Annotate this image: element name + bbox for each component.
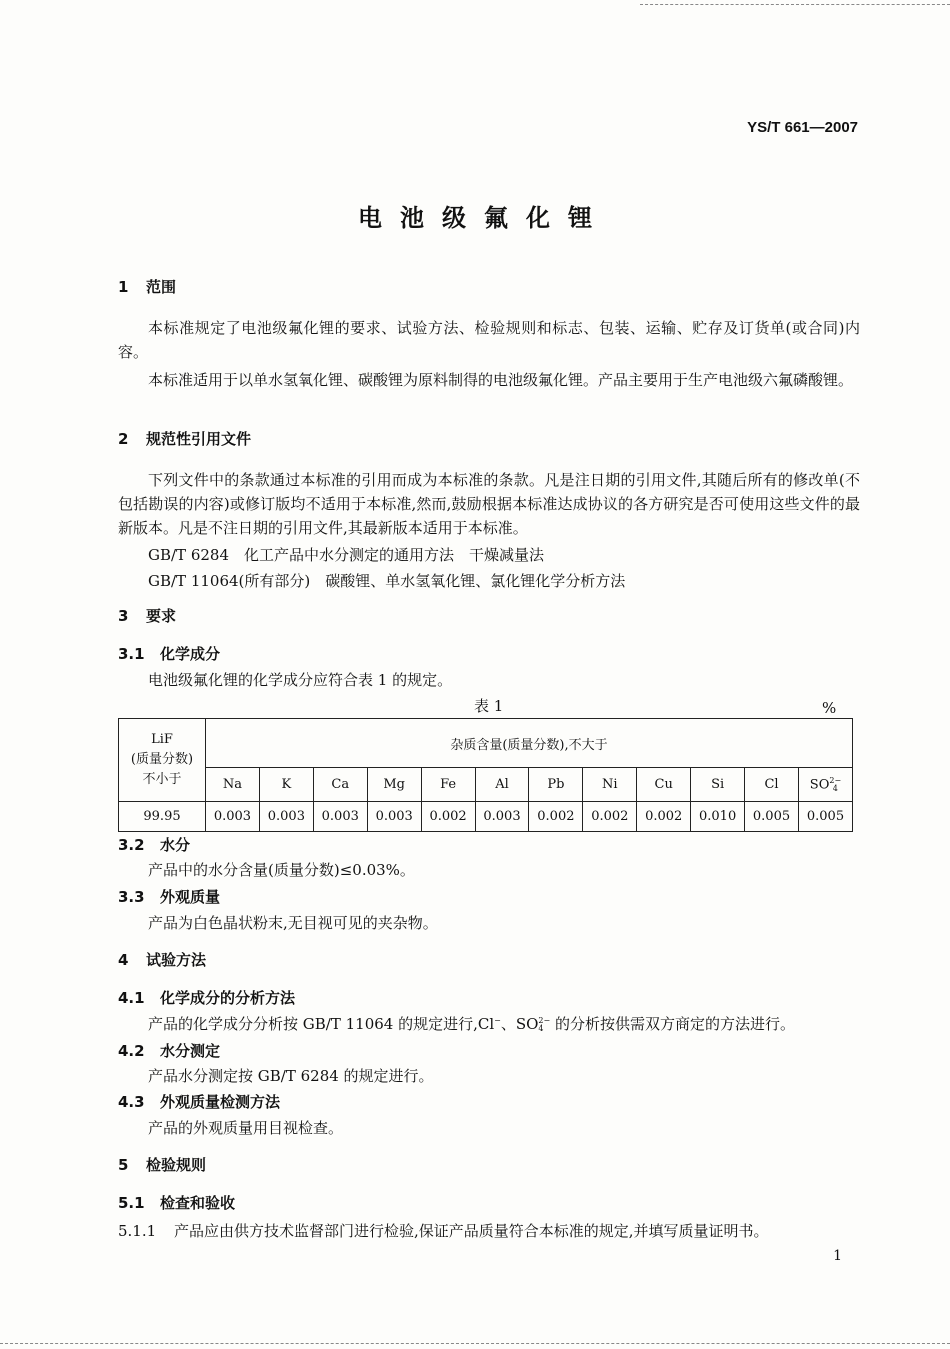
element-header: K (259, 768, 313, 802)
paragraph-moisture-method: 产品水分测定按 GB/T 6284 的规定进行。 (148, 1067, 434, 1085)
heading-4: 4 试验方法 (118, 951, 207, 969)
heading-5-1: 5.1 检查和验收 (118, 1194, 236, 1212)
value-cell: 0.003 (475, 802, 529, 832)
value-cell: 0.010 (691, 802, 745, 832)
paragraph-analysis-method: 产品的化学成分分析按 GB/T 11064 的规定进行,Cl−、SO 2− 4 的分析按供需双方商定的方法进行。 (148, 1015, 795, 1033)
heading-5: 5 检验规则 (118, 1156, 207, 1174)
element-header: Al (475, 768, 529, 802)
paragraph-chem-composition: 电池级氟化锂的化学成分应符合表 1 的规定。 (148, 671, 453, 689)
value-cell: 0.005 (745, 802, 799, 832)
value-cell: 0.005 (798, 802, 852, 832)
heading-3-2: 3.2 水分 (118, 836, 191, 854)
reference-gbt-6284: GB/T 6284 化工产品中水分测定的通用方法 干燥减量法 (148, 546, 545, 564)
paragraph-appearance-method: 产品的外观质量用目视检查。 (148, 1119, 344, 1137)
paragraph-scope-2: 本标准适用于以单水氢氧化锂、碳酸锂为原料制得的电池级氟化锂。产品主要用于生产电池级六氟磷酸锂。 (148, 371, 854, 389)
paragraph-scope-1: 本标准规定了电池级氟化锂的要求、试验方法、检验规则和标志、包装、运输、贮存及订货单(或合同)内容。 (118, 319, 860, 361)
lif-header-cell: LiF (质量分数) 不小于 (119, 719, 206, 802)
table-unit: % (822, 699, 837, 717)
impurity-header-cell: 杂质含量(质量分数),不大于 (206, 719, 853, 768)
heading-4-2: 4.2 水分测定 (118, 1042, 221, 1060)
element-header-so4: SO 2− 4 (798, 768, 852, 802)
heading-3-1: 3.1 化学成分 (118, 645, 221, 663)
value-cell: 0.002 (529, 802, 583, 832)
value-cell: 0.003 (206, 802, 260, 832)
element-header: Fe (421, 768, 475, 802)
element-header: Si (691, 768, 745, 802)
page-title: 电池级氟化锂 (358, 204, 610, 232)
value-cell: 0.003 (313, 802, 367, 832)
element-header: Ni (583, 768, 637, 802)
value-cell: 0.002 (637, 802, 691, 832)
heading-3-3: 3.3 外观质量 (118, 888, 221, 906)
reference-gbt-11064: GB/T 11064(所有部分) 碳酸锂、单水氢氧化锂、氯化锂化学分析方法 (148, 572, 626, 590)
element-header: Cl (745, 768, 799, 802)
table-row (119, 802, 853, 832)
element-header: Pb (529, 768, 583, 802)
heading-3: 3 要求 (118, 607, 177, 625)
lif-value: 99.95 (119, 802, 206, 832)
paragraph-moisture: 产品中的水分含量(质量分数)≤0.03%。 (148, 861, 415, 879)
heading-2: 2 规范性引用文件 (118, 430, 252, 448)
heading-4-3: 4.3 外观质量检测方法 (118, 1093, 281, 1111)
element-header: Ca (313, 768, 367, 802)
paragraph-appearance: 产品为白色晶状粉末,无目视可见的夹杂物。 (148, 914, 438, 932)
element-header: Mg (367, 768, 421, 802)
page-number: 1 (833, 1248, 842, 1264)
paragraph-references: 下列文件中的条款通过本标准的引用而成为本标准的条款。凡是注日期的引用文件,其随后所有的修改单(不包括勘误的内容)或修订版均不适用于本标准,然而,鼓励根据本标准达成协议的各方研究是否可使用这些文件的最新版本。凡是不注日期的引用文件,其最新版本适用于本标准。 (118, 471, 860, 537)
clause-5-1-1: 5.1.1 产品应由供方技术监督部门进行检验,保证产品质量符合本标准的规定,并填写质量证明书。 (118, 1222, 769, 1240)
scan-edge-bottom (0, 1343, 950, 1344)
standard-number: YS/T 661—2007 (747, 119, 858, 136)
value-cell: 0.003 (259, 802, 313, 832)
value-cell: 0.003 (367, 802, 421, 832)
table-caption: 表 1 (474, 697, 504, 715)
heading-1: 1 范围 (118, 278, 177, 296)
scan-edge-top (640, 4, 950, 5)
element-header: Cu (637, 768, 691, 802)
value-cell: 0.002 (421, 802, 475, 832)
chemical-composition-table (118, 718, 853, 832)
element-header: Na (206, 768, 260, 802)
value-cell: 0.002 (583, 802, 637, 832)
heading-4-1: 4.1 化学成分的分析方法 (118, 989, 296, 1007)
